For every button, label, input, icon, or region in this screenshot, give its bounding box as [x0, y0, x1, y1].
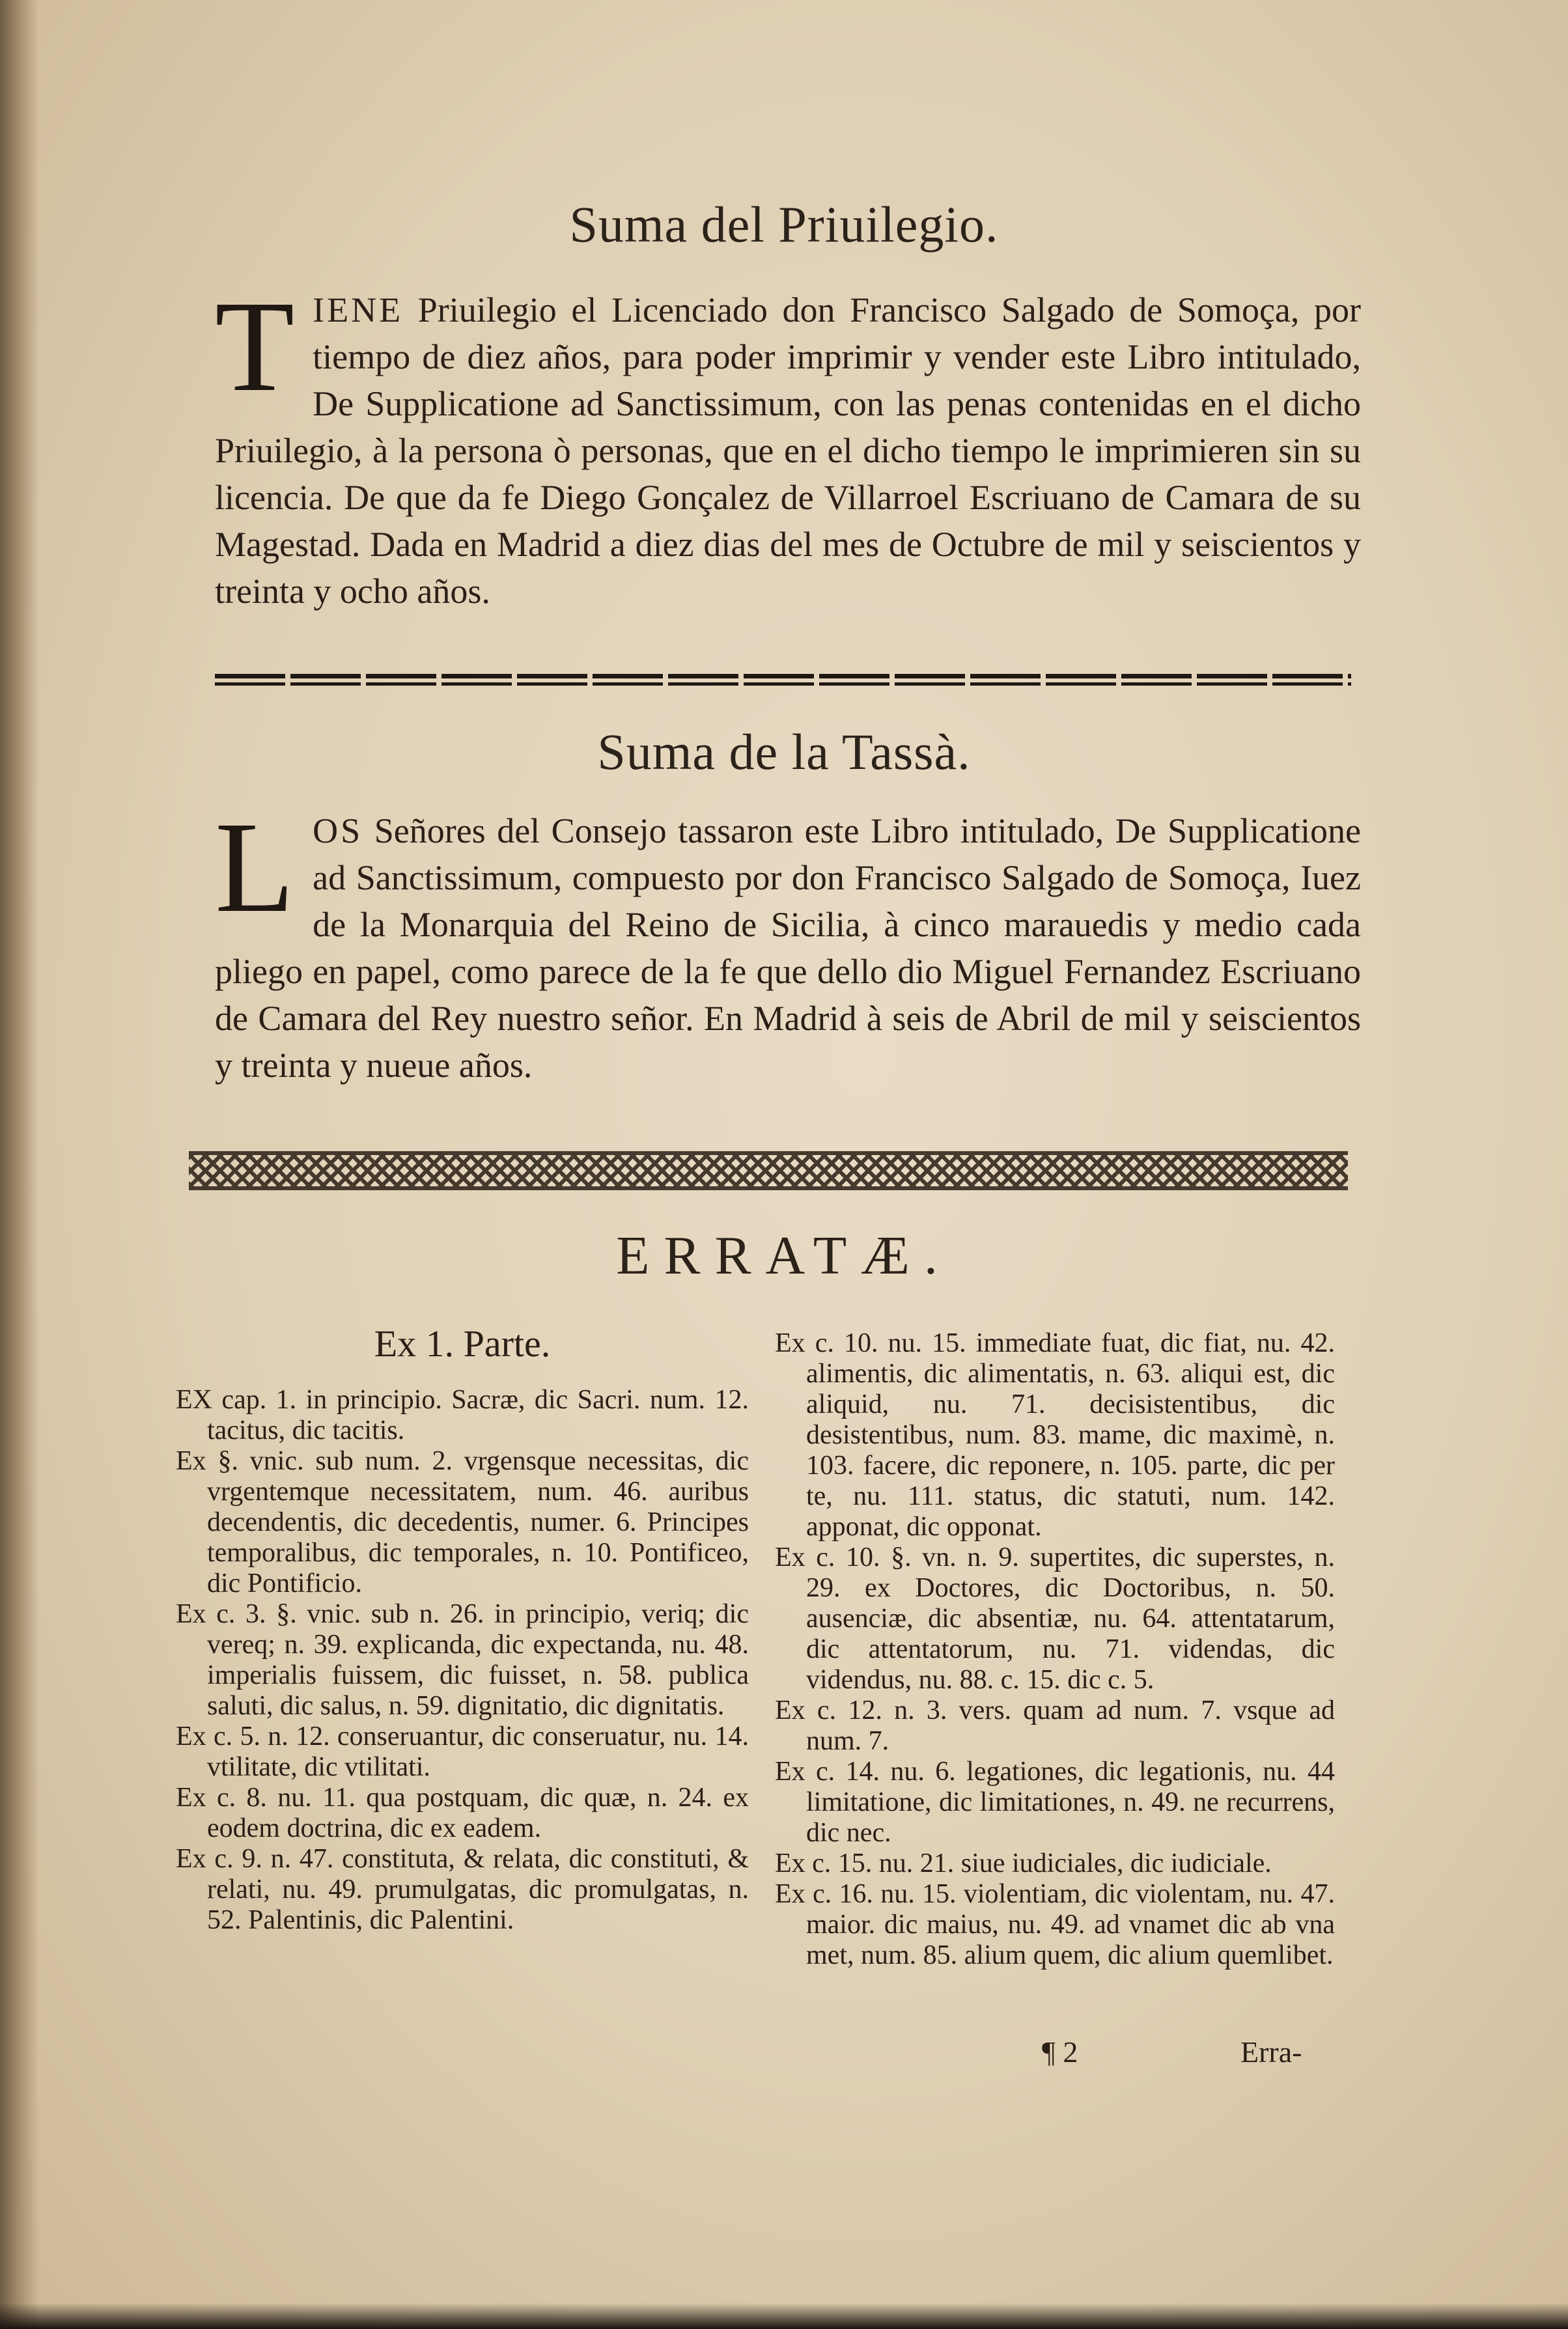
errata-entry: Ex c. 16. nu. 15. violentiam, dic violentam, nu. 47. maior. dic maius, nu. 49. ad vnamet dic ab vna met, num. 85. alium quem, dic alium quemlibet. [775, 1879, 1335, 1970]
privilegio-dropcap: T [215, 275, 295, 419]
errata-entry: Ex c. 5. n. 12. conseruantur, dic conseruatur, nu. 14. vtilitate, dic vtilitati. [176, 1722, 749, 1782]
part-heading: Ex 1. Parte. [374, 1322, 551, 1365]
errata-entry: Ex c. 10. §. vn. n. 9. supertites, dic superstes, n. 29. ex Doctores, dic Doctoribus, n. 50. ausenciæ, dic absentiæ, nu. 64. attentatarum, dic attentatorum, nu. 71. videndas, dic videndus, nu. 88. c. 15. dic c. 5. [775, 1542, 1335, 1695]
errata-entry: Ex c. 9. n. 47. constituta, & relata, dic constituti, & relati, nu. 49. prumulgatas, dic promulgatas, n. 52. Palentinis, dic Palentini. [176, 1844, 749, 1935]
privilegio-paragraph [215, 275, 1362, 615]
privilegio-lead-word: IENE [313, 290, 404, 329]
privilegio-heading: Suma del Priuilegio. [569, 196, 999, 253]
tassa-heading: Suma de la Tassà. [597, 723, 971, 780]
errata-entry: Ex c. 12. n. 3. vers. quam ad num. 7. vsque ad num. 7. [775, 1695, 1335, 1756]
tassa-dropcap: L [215, 796, 295, 940]
errata-entry: Ex c. 8. nu. 11. qua postquam, dic quæ, n. 24. ex eodem doctrina, dic ex eadem. [176, 1783, 749, 1843]
errata-entry: Ex c. 14. nu. 6. legationes, dic legationis, nu. 44 limitatione, dic limitationes, n. 49. ne recurrens, dic nec. [775, 1757, 1335, 1848]
errata-right-column [775, 1328, 1335, 1971]
tassa-lead-word: OS [313, 811, 363, 850]
section-divider-rule [215, 674, 1351, 686]
tassa-text: Señores del Consejo tassaron este Libro intitulado, De Supplicatione ad Sanctissimum, compuesto por don Francisco Salgado de Somoça, Iuez de la Monarquia del Reino de Sicilia, à cinco marauedis y medio cada pliego en papel, como parece de la fe que dello dio Miguel Fernandez Escriuano de Camara del Rey nuestro señor. En Madrid à seis de Abril de mil y seiscientos y treinta y nueue años. [215, 811, 1361, 1085]
page-gutter-shadow [0, 0, 39, 2329]
errata-entry: Ex c. 10. nu. 15. immediate fuat, dic fiat, nu. 42. alimentis, dic alimentatis, n. 63. aliqui est, dic aliquid, nu. 71. decisistentibus, dic desistentibus, num. 83. mame, dic maximè, n. 103. facere, dic reponere, n. 105. parte, dic per te, nu. 111. status, dic statuti, num. 142. apponat, dic opponat. [775, 1328, 1335, 1542]
privilegio-text: Priuilegio el Licenciado don Francisco Salgado de Somoça, por tiempo de diez años, para poder imprimir y vender este Libro intitulado, De Supplicatione ad Sanctissimum, con las penas contenidas en el dicho Priuilegio, à la persona ò personas, que en el dicho tiempo le imprimieren sin su licencia. De que da fe Diego Gonçalez de Villarroel Escriuano de Camara de su Magestad. Dada en Madrid a diez dias del mes de Octubre de mil y seiscientos y treinta y ocho años. [215, 290, 1362, 611]
ornamental-border [189, 1151, 1348, 1190]
errata-entry: EX cap. 1. in principio. Sacræ, dic Sacri. num. 12. tacitus, dic tacitis. [176, 1385, 749, 1445]
errata-entry: Ex c. 15. nu. 21. siue iudiciales, dic iudiciale. [775, 1848, 1272, 1878]
errata-entry: Ex §. vnic. sub num. 2. vrgensque necessitas, dic vrgentemque necessitatem, num. 46. auribus decendentis, dic decedentis, numer. 6. Principes temporalibus, dic temporales, n. 10. Pontificeo, dic Pontificio. [176, 1446, 749, 1598]
errata-entry: Ex c. 3. §. vnic. sub n. 26. in principio, veriq; dic vereq; n. 39. explicanda, dic expectanda, nu. 48. imperialis fuissem, dic fuisset, n. 58. publica saluti, dic salus, n. 59. dignitatio, dic dignitatis. [176, 1599, 749, 1721]
tassa-paragraph [215, 796, 1361, 1089]
errata-left-column [176, 1322, 749, 1936]
page-bottom-edge [0, 2303, 1568, 2329]
signature-mark: ¶ 2 [1042, 2035, 1078, 2069]
errata-title: ERRATÆ. [616, 1225, 952, 1286]
catchword: Erra- [1240, 2035, 1302, 2069]
